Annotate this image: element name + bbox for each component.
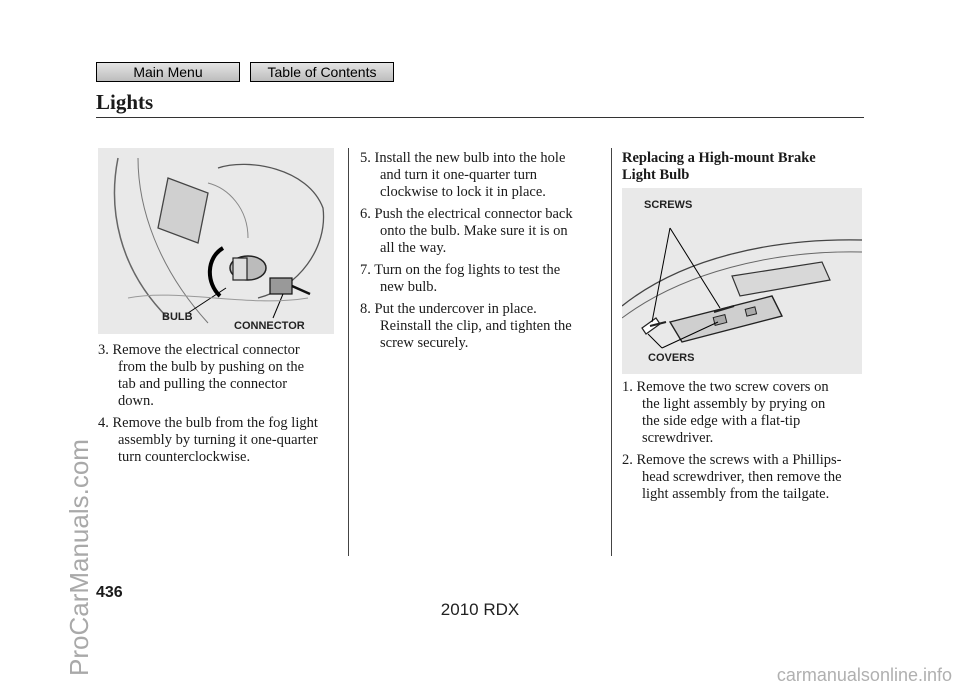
step-item — [360, 150, 610, 201]
step-line: Reinstall the clip, and tighten the — [380, 318, 572, 334]
fog-light-steps-middle — [360, 150, 610, 357]
bulb-label: BULB — [162, 311, 193, 323]
brake-light-steps — [622, 379, 862, 508]
high-mount-brake-heading: Replacing a High-mount Brake Light Bulb — [622, 150, 816, 183]
model-label: 2010 RDX — [440, 600, 520, 619]
step-line: 5. Install the new bulb into the hole — [360, 150, 566, 166]
step-line: down. — [118, 393, 154, 409]
step-item — [622, 452, 862, 503]
fog-light-illustration — [98, 148, 334, 334]
step-line: turn counterclockwise. — [118, 449, 251, 465]
covers-label: COVERS — [648, 352, 695, 364]
bottom-watermark: carmanualsonline.info — [776, 665, 952, 685]
column-divider — [611, 148, 612, 556]
step-line: 6. Push the electrical connector back — [360, 206, 573, 222]
table-of-contents-button[interactable]: Table of Contents — [250, 62, 394, 82]
main-menu-button[interactable]: Main Menu — [96, 62, 240, 82]
brake-light-drawing — [622, 188, 862, 374]
step-line: 1. Remove the two screw covers on — [622, 379, 829, 395]
section-title: Lights — [96, 90, 154, 114]
title-divider — [96, 117, 864, 118]
step-line: clockwise to lock it in place. — [380, 184, 546, 200]
step-line: 8. Put the undercover in place. — [360, 301, 537, 317]
page-number: 436 — [96, 584, 123, 601]
fog-light-steps-left — [98, 342, 348, 471]
step-line: light assembly from the tailgate. — [642, 486, 830, 502]
step-line: 3. Remove the electrical connector — [98, 342, 300, 358]
step-line: and turn it one-quarter turn — [380, 167, 538, 183]
step-line: assembly by turning it one-quarter — [118, 432, 318, 448]
step-item — [360, 262, 610, 296]
step-line: screw securely. — [380, 335, 469, 351]
step-line: from the bulb by pushing on the — [118, 359, 305, 375]
step-item — [98, 342, 348, 410]
step-line: onto the bulb. Make sure it is on — [380, 223, 568, 239]
step-item — [360, 301, 610, 352]
column-divider — [348, 148, 349, 556]
step-line: the light assembly by prying on — [642, 396, 826, 412]
step-line: screwdriver. — [642, 430, 714, 446]
step-line: tab and pulling the connector — [118, 376, 288, 392]
screws-label: SCREWS — [644, 199, 693, 211]
step-item — [98, 415, 348, 466]
step-line: 7. Turn on the fog lights to test the — [360, 262, 561, 278]
step-line: 2. Remove the screws with a Phillips- — [622, 452, 842, 468]
step-item — [622, 379, 862, 447]
step-line: head screwdriver, then remove the — [642, 469, 842, 485]
connector-label: CONNECTOR — [234, 320, 305, 332]
brake-light-illustration — [622, 188, 862, 374]
step-line: 4. Remove the bulb from the fog light — [98, 415, 318, 431]
step-item — [360, 206, 610, 257]
side-watermark: ProCarManuals.com — [64, 439, 94, 676]
fog-light-drawing — [98, 148, 334, 334]
step-line: new bulb. — [380, 279, 438, 295]
step-line: all the way. — [380, 240, 447, 256]
step-line: the side edge with a flat-tip — [642, 413, 801, 429]
